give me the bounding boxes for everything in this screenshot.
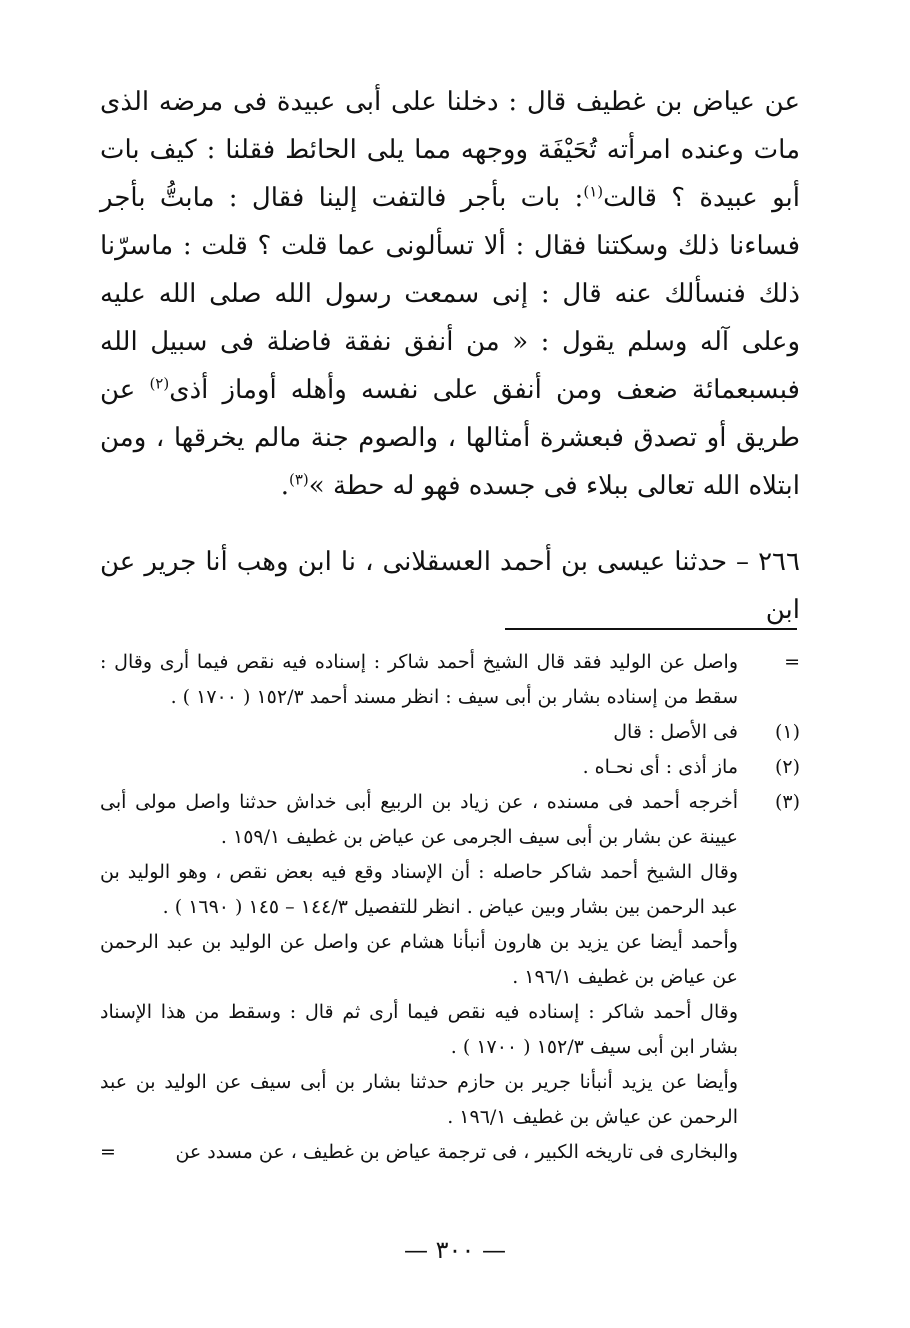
hadith-266-line: ٢٦٦ – حدثنا عيسى بن أحمد العسقلانى ، نا ابن وهب أنا جرير عن ابن (100, 547, 800, 625)
footnote-paragraph: وأحمد أيضا عن يزيد بن هارون أنبأنا هشام عن واصل عن الوليد بن عبد الرحمن عن عياض بن غطيف ١٩٦/١ . (100, 931, 738, 988)
footnote-3-body (100, 785, 738, 1170)
footnote-text: ماز أذى : أى نحـاه . (582, 756, 738, 778)
main-paragraph (100, 78, 800, 510)
footnote-2 (100, 750, 800, 785)
footnote-mark: (٣) (774, 791, 800, 813)
continuation-mark: = (100, 1141, 116, 1163)
footnote-separator (505, 628, 797, 630)
footnote-paragraph: وأيضا عن يزيد أنبأنا جرير بن حازم حدثنا بشار بن أبى سيف عن الوليد بن عبد الرحمن عن عياش بن غطيف ١٩٦/١ . (100, 1071, 738, 1128)
footnote-1 (100, 715, 800, 750)
footnote-ref-3: (٣) (288, 470, 309, 489)
footnote-trailing-line (100, 1135, 738, 1170)
hadith-265-text (100, 78, 800, 510)
footnote-continuation (100, 645, 800, 715)
footnote-text: واصل عن الوليد فقد قال الشيخ أحمد شاكر : إسناده فيه نقص فيما أرى وقال : سقط من إسناده بشار بن أبى سيف : انظر مسند أحمد ١٥٢/٣ ( ١٧٠٠ ) . (100, 651, 738, 708)
footnote-paragraph: أخرجه أحمد فى مسنده ، عن زياد بن الربيع أبى خداش حدثنا واصل مولى أبى عيينة عن بشار بن أبى سيف الجرمى عن عياض بن غطيف ١٥٩/١ . (100, 791, 738, 848)
text-segment: عن طريق أو تصدق فبعشرة أمثالها ، والصوم جنة مالم يخرقها ، ومن ابتلاه الله تعالى ببلاء فى جسده فهو له حطة » (100, 375, 800, 501)
text-segment: عن عياض بن غطيف قال : دخلنا على أبى عبيدة فى مرضه الذى مات وعنده امرأته تُحَيْفَة ووجهه مما يلى الحائط فقلنا : كيف بات أبو عبيدة ؟ قالت (100, 87, 800, 213)
footnote-ref-1: (١) (583, 182, 604, 201)
footnote-mark: (٢) (774, 756, 800, 778)
page-number: — ٣٠٠ — (404, 1236, 506, 1264)
text-segment: : بات بأجر فالتفت إلينا فقال : مابتُّ بأجر فساءنا ذلك وسكتنا فقال : ألا تسألونى عما قلت ؟ قلت : ماسرّنا ذلك فنسألك عنه قال : إنى سمعت رسول الله صلى الله عليه وعلى آله وسلم يقول : « من أنفق نفقة فاضلة فى سبيل الله فبسبعمائة ضعف ومن أنفق على نفسه وأهله أوماز أذى (100, 183, 800, 405)
footnote-trailing-text: والبخارى فى تاريخه الكبير ، فى ترجمة عياض بن غطيف ، عن مسدد عن (175, 1141, 738, 1163)
footnotes-section (100, 645, 800, 1170)
footnote-mark: = (784, 651, 800, 673)
footnote-ref-2: (٢) (149, 374, 170, 393)
footnote-paragraph: وقال الشيخ أحمد شاكر حاصله : أن الإسناد وقع فيه بعض نقص ، وهو الوليد بن عبد الرحمن بين بشار وبين عياض . انظر للتفصيل ١٤٤/٣ – ١٤٥ ( ١٦٩٠ ) . (100, 861, 738, 918)
footnote-3 (100, 785, 800, 1170)
footnote-paragraph: وقال أحمد شاكر : إسناده فيه نقص فيما أرى ثم قال : وسقط من هذا الإسناد بشار ابن أبى سيف ١٥٢/٣ ( ١٧٠٠ ) . (100, 1001, 738, 1058)
footnote-mark: (١) (774, 721, 800, 743)
text-segment: . (280, 471, 289, 501)
footnote-text: فى الأصل : قال (613, 721, 738, 743)
